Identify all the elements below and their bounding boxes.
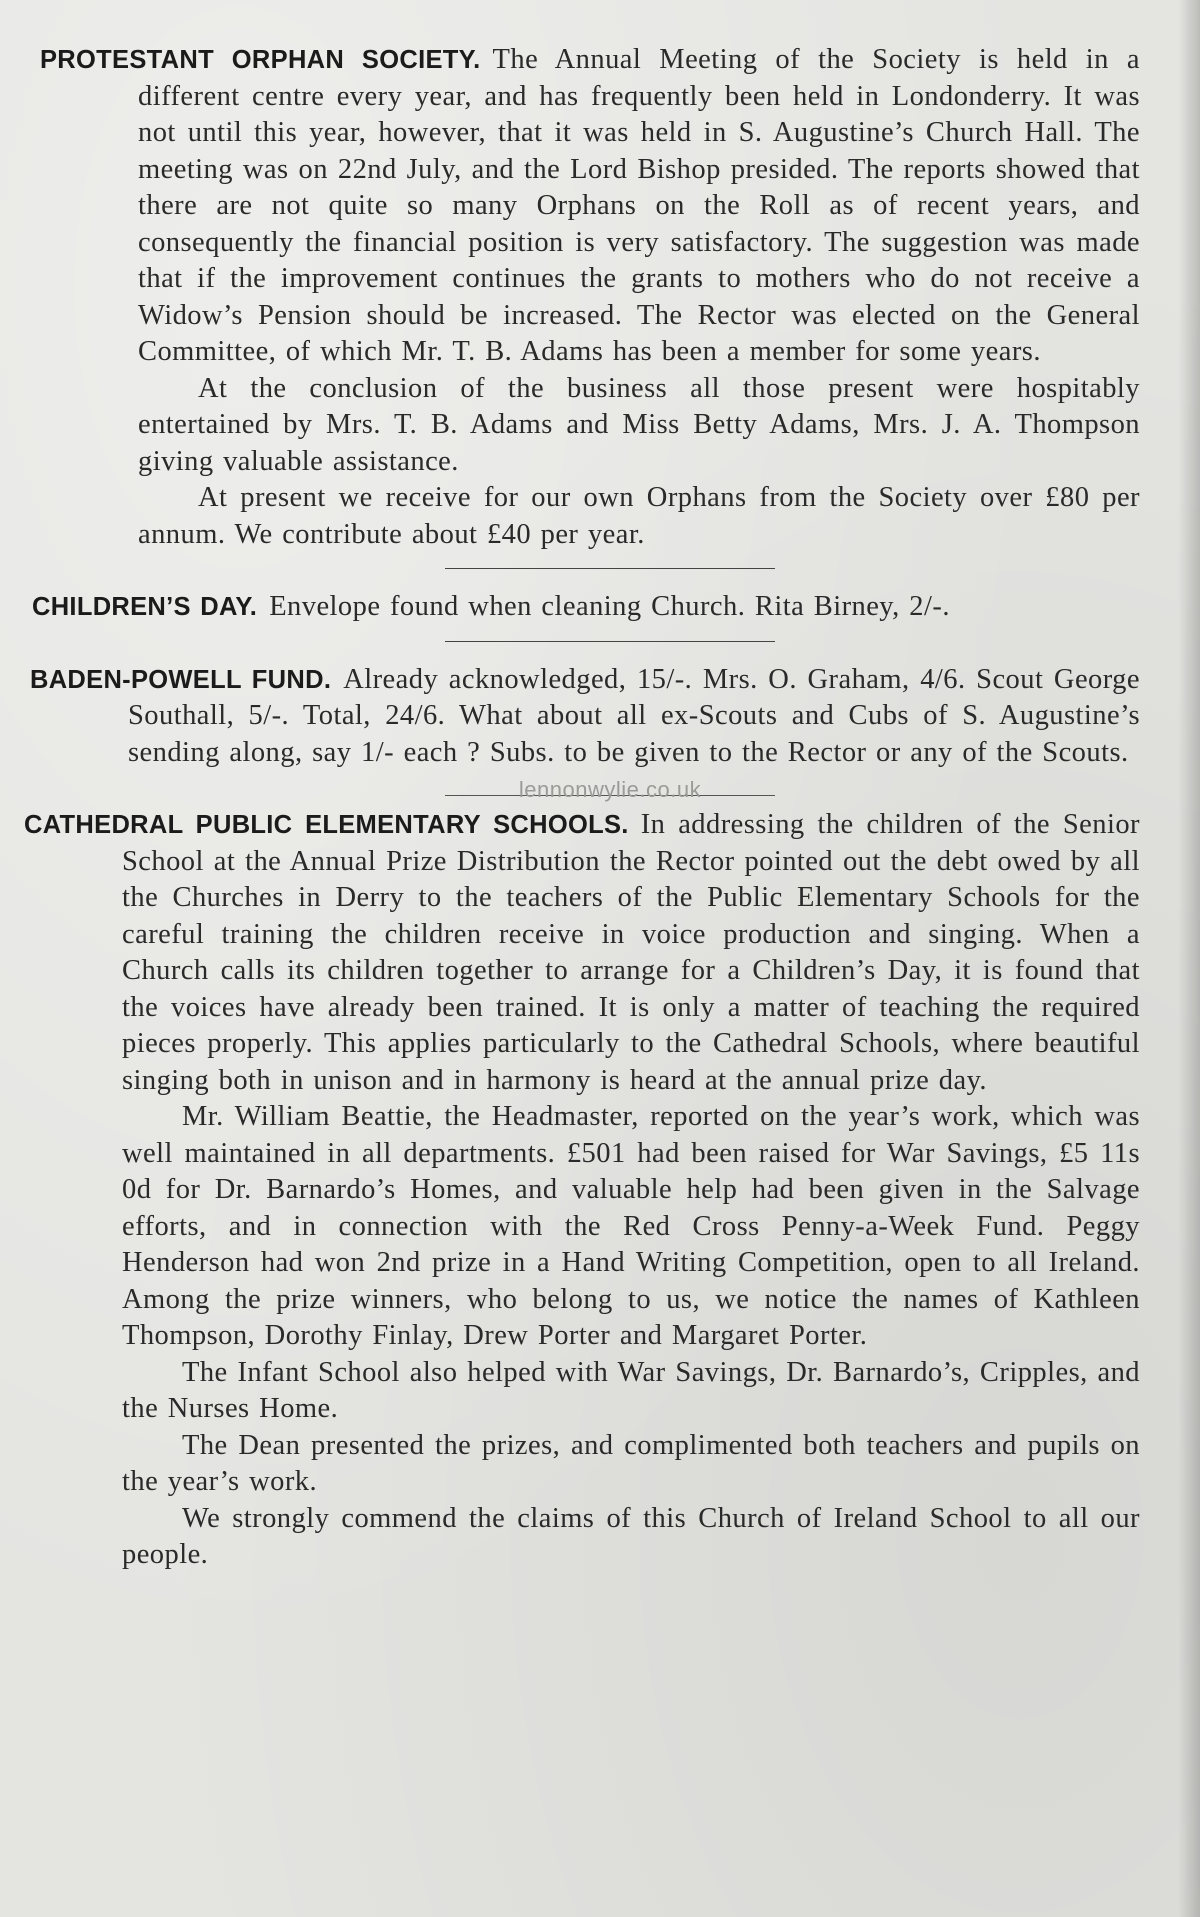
paragraph: The Infant School also helped with War Savings, Dr. Barnardo’s, Cripples, and the Nurses Home. bbox=[122, 1356, 1140, 1424]
paragraph-text: In addressing the children of the Senior School at the Annual Prize Distribution the Rector pointed out the debt owed by all the Churches in Derry to the teachers of the Public Elementary Schools for the careful training the children receive in voice production and singing. When a Church calls its children together to arrange for a Children’s Day, it is found that the voices have already been trained. It is only a matter of teaching the required pieces properly. This applies particularly to the Cathedral Schools, where beautiful singing both in unison and in harmony is heard at the annual prize day. bbox=[122, 809, 1140, 1096]
section-heading: PROTESTANT ORPHAN SOCIETY. bbox=[40, 46, 481, 74]
paragraph bbox=[40, 42, 1140, 371]
section-divider bbox=[445, 568, 775, 569]
section-protestant-orphan-society bbox=[40, 42, 1140, 553]
paragraph: We strongly commend the claims of this Church of Ireland School to all our people. bbox=[122, 1502, 1140, 1570]
paragraph: The Dean presented the prizes, and complimented both teachers and pupils on the year’s work. bbox=[122, 1429, 1140, 1497]
paragraph: At the conclusion of the business all those present were hospitably entertained by Mrs. T. B. Adams and Miss Betty Adams, Mrs. J. A. Thompson giving valuable assistance. bbox=[138, 372, 1140, 477]
section-heading: BADEN-POWELL FUND. bbox=[30, 665, 332, 694]
section-childrens-day bbox=[32, 589, 1140, 626]
watermark-text: lennonwylie.co.uk bbox=[518, 777, 702, 802]
page-edge-shadow bbox=[1178, 0, 1200, 1917]
paragraph: Mr. William Beattie, the Headmaster, reported on the year’s work, which was well maintained in all departments. £501 had been raised for War Savings, £5 11s 0d for Dr. Barnardo’s Homes, and valuable help had been given in the Salvage efforts, and in connection with the Red Cross Penny-a-Week Fund. Peggy Henderson had won 2nd prize in a Hand Writing Competition, open to all Ireland. Among the prize winners, who belong to us, we notice the names of Kathleen Thompson, Dorothy Finlay, Drew Porter and Margaret Porter. bbox=[122, 1101, 1140, 1351]
section-divider-watermark bbox=[445, 777, 775, 802]
paragraph bbox=[30, 662, 1140, 772]
paragraph-text: The Annual Meeting of the Society is held in a different centre every year, and has frequently been held in Londonderry. It was not until this year, however, that it was held in S. Augustine’s Church Hall. The meeting was on 22nd July, and the Lord Bishop presided. The reports showed that there are not quite so many Orphans on the Roll as of recent years, and consequently the financial position is very satisfactory. The suggestion was made that if the improvement continues the grants to mothers who do not receive a Widow’s Pension should be increased. The Rector was elected on the General Committee, of which Mr. T. B. Adams has been a member for some years. bbox=[138, 44, 1140, 367]
section-divider bbox=[445, 641, 775, 642]
section-baden-powell-fund bbox=[30, 662, 1140, 772]
section-heading: CHILDREN’S DAY. bbox=[32, 593, 258, 621]
paragraph-text: Envelope found when cleaning Church. Rita Birney, 2/-. bbox=[269, 591, 950, 622]
paragraph bbox=[24, 807, 1140, 1099]
paragraph-text: Already acknowledged, 15/-. Mrs. O. Graham, 4/6. Scout George Southall, 5/-. Total, 24/6. What about all ex-Scouts and Cubs of S. Augustine’s sending along, say 1/- each ? Subs. to be given to the Rector or any of the Scouts. bbox=[128, 663, 1140, 768]
paragraph bbox=[32, 589, 1140, 626]
section-heading: CATHEDRAL PUBLIC ELEMENTARY SCHOOLS. bbox=[24, 811, 629, 839]
paragraph: At present we receive for our own Orphans from the Society over £80 per annum. We contribute about £40 per year. bbox=[138, 482, 1140, 550]
section-cathedral-schools bbox=[24, 807, 1140, 1574]
